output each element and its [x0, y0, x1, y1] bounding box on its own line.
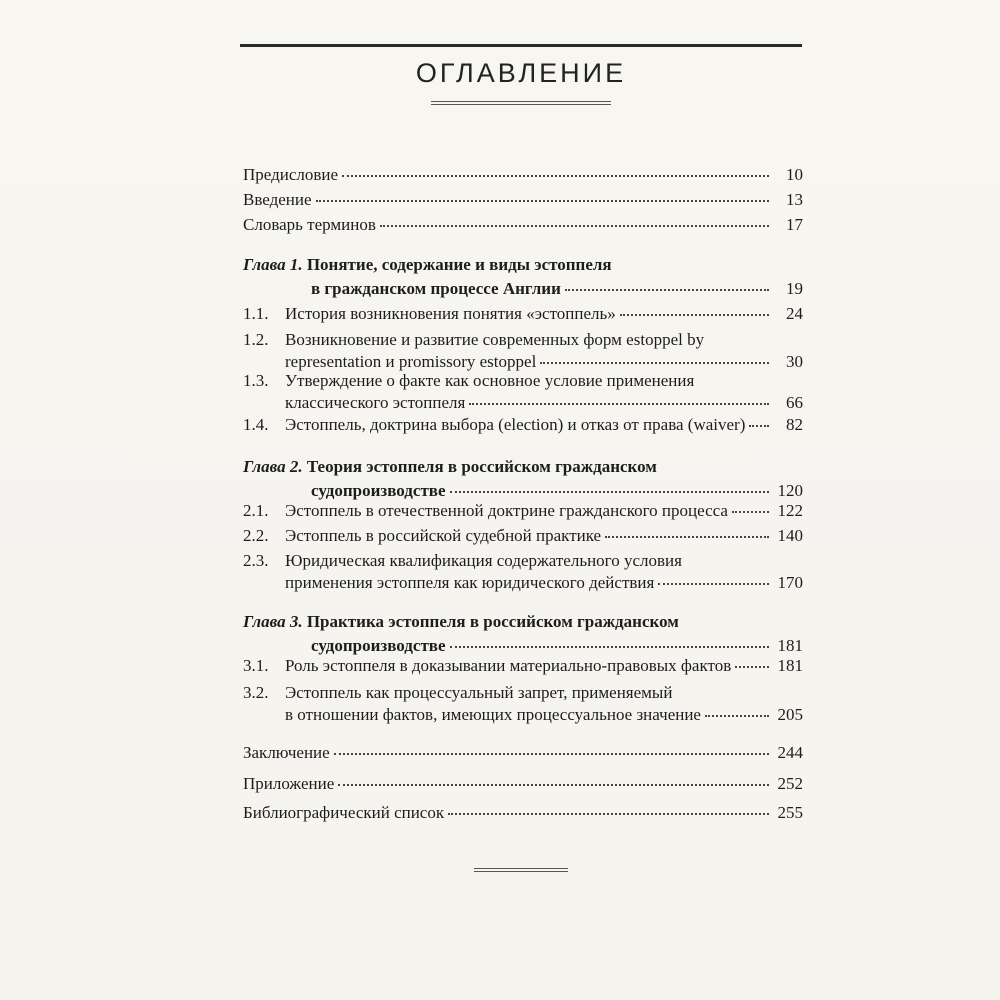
section-number: 2.2. [243, 526, 269, 545]
toc-entry-title: Словарь терминов [243, 215, 376, 234]
chapter-label: Глава 3. [243, 612, 303, 631]
toc-page-number: 10 [786, 165, 803, 184]
toc-entry-title: Библиографический список [243, 803, 445, 822]
toc-entry-title: Приложение [243, 774, 335, 793]
section-title-cont: применения эстоппеля как юридического действия [285, 573, 655, 592]
section-number: 3.1. [243, 656, 269, 675]
toc-chapter-3[interactable] [243, 611, 803, 657]
bottom-ornament-rule [474, 868, 568, 872]
toc-entry-introduction[interactable] [243, 189, 803, 211]
top-rule [240, 44, 802, 47]
chapter-title-cont: судопроизводстве [311, 636, 446, 655]
chapter-title-cont: судопроизводстве [311, 481, 446, 500]
toc-page-number: 255 [777, 803, 803, 822]
toc-section-3-2[interactable] [243, 682, 803, 726]
page-title: ОГЛАВЛЕНИЕ [415, 58, 627, 88]
toc-page-number: 24 [786, 304, 803, 323]
toc-entry-conclusion[interactable] [243, 742, 803, 764]
dot-leader [605, 536, 769, 538]
toc-page-number: 13 [786, 190, 803, 209]
section-title: Эстоппель в отечественной доктрине гражданского процесса [285, 501, 728, 520]
dot-leader [450, 491, 769, 493]
section-number: 2.1. [243, 501, 269, 520]
section-number: 3.2. [243, 683, 269, 702]
dot-leader [735, 666, 769, 668]
toc-section-2-3[interactable] [243, 550, 803, 594]
section-title-cont: в отношении фактов, имеющих процессуальное значение [285, 705, 701, 724]
toc-entry-glossary[interactable] [243, 214, 803, 236]
toc-page-number: 140 [777, 526, 803, 545]
chapter-title-cont: в гражданском процессе Англии [311, 279, 561, 298]
toc-entry-preface[interactable] [243, 164, 803, 186]
chapter-title: Понятие, содержание и виды эстоппеля [306, 255, 612, 274]
chapter-label: Глава 1. [243, 255, 303, 274]
toc-section-1-4[interactable] [243, 414, 803, 436]
dot-leader [338, 784, 769, 786]
toc-page-number: 205 [777, 705, 803, 724]
toc-section-1-3[interactable] [243, 370, 803, 414]
dot-leader [749, 425, 769, 427]
toc-page-number: 17 [786, 215, 803, 234]
toc-page-number: 252 [777, 774, 803, 793]
toc-section-1-2[interactable] [243, 329, 803, 373]
toc-page-number: 82 [786, 415, 803, 434]
toc-page-number: 30 [786, 352, 803, 371]
dot-leader [565, 289, 769, 291]
toc-entry-title: Введение [243, 190, 312, 209]
toc-page-number: 181 [777, 636, 803, 655]
toc-page-number: 19 [786, 279, 803, 298]
section-title: Эстоппель в российской судебной практике [285, 526, 602, 545]
dot-leader [380, 225, 769, 227]
section-title: Возникновение и развитие современных форм estoppel by [285, 330, 705, 349]
chapter-title: Практика эстоппеля в российском гражданском [306, 612, 679, 631]
toc-page-number: 181 [777, 656, 803, 675]
section-title: Роль эстоппеля в доказывании материально-правовых фактов [285, 656, 732, 675]
section-title: История возникновения понятия «эстоппель» [285, 304, 616, 323]
section-number: 1.2. [243, 330, 269, 349]
toc-section-1-1[interactable] [243, 303, 803, 325]
toc-entry-title: Заключение [243, 743, 330, 762]
toc-page-number: 244 [777, 743, 803, 762]
dot-leader [705, 715, 769, 717]
toc-page-number: 120 [777, 481, 803, 500]
toc-chapter-1[interactable] [243, 254, 803, 300]
dot-leader [448, 813, 769, 815]
dot-leader [732, 511, 769, 513]
toc-section-2-2[interactable] [243, 525, 803, 547]
section-number: 1.1. [243, 304, 269, 323]
toc-page-number: 170 [777, 573, 803, 592]
chapter-label: Глава 2. [243, 457, 303, 476]
section-title: Юридическая квалификация содержательного условия [285, 551, 682, 570]
section-title: Утверждение о факте как основное условие применения [285, 371, 695, 390]
section-number: 1.3. [243, 371, 269, 390]
title-underline [431, 101, 611, 105]
dot-leader [620, 314, 769, 316]
dot-leader [342, 175, 769, 177]
toc-page-number: 122 [777, 501, 803, 520]
toc-section-2-1[interactable] [243, 500, 803, 522]
dot-leader [450, 646, 769, 648]
section-number: 1.4. [243, 415, 269, 434]
section-title-cont: representation и promissory estoppel [285, 352, 537, 371]
toc-chapter-2[interactable] [243, 456, 803, 502]
chapter-title: Теория эстоппеля в российском гражданском [306, 457, 657, 476]
dot-leader [334, 753, 769, 755]
dot-leader [658, 583, 769, 585]
section-title-cont: классического эстоппеля [285, 393, 466, 412]
dot-leader [316, 200, 769, 202]
toc-entry-appendix[interactable] [243, 773, 803, 795]
dot-leader [469, 403, 769, 405]
toc-section-3-1[interactable] [243, 655, 803, 677]
dot-leader [540, 362, 769, 364]
section-number: 2.3. [243, 551, 269, 570]
section-title: Эстоппель, доктрина выбора (election) и отказ от права (waiver) [285, 415, 746, 434]
toc-page-number: 66 [786, 393, 803, 412]
toc-entry-bibliography[interactable] [243, 802, 803, 824]
section-title: Эстоппель как процессуальный запрет, применяемый [285, 683, 673, 702]
toc-entry-title: Предисловие [243, 165, 339, 184]
